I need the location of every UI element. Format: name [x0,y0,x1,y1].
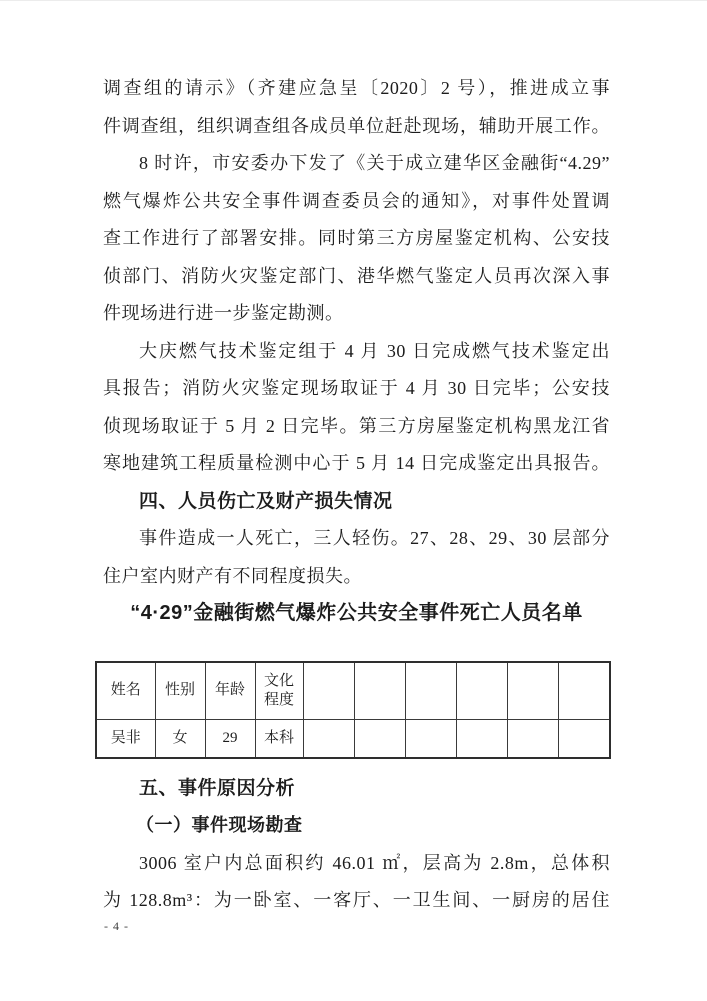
table-cell: 本科 [255,719,303,758]
paragraph-line: 侦部门、消防火灾鉴定部门、港华燃气鉴定人员再次深入事 [103,265,610,286]
paragraph-line: 3006 室户内总面积约 46.01 ㎡，层高为 2.8m，总体积 [139,852,610,873]
paragraph-line: 事件造成一人死亡，三人轻伤。27、28、29、30 层部分 [139,528,610,548]
section-heading-4: 四、人员伤亡及财产损失情况 [139,490,393,512]
paragraph [103,520,610,595]
table-cell [456,719,507,758]
table-header-cell [303,662,354,720]
table-header-cell: 年龄 [205,662,255,720]
page-number: - 4 - [104,919,129,933]
table-header-cell [405,662,456,720]
table-cell: 29 [205,719,255,758]
paragraph [103,333,610,483]
table-cell [354,719,405,758]
paragraph-line: 查工作进行了部署安排。同时第三方房屋鉴定机构、公安技 [103,228,610,248]
paragraph-line: 具报告；消防火灾鉴定现场取证于 4 月 30 日完毕；公安技 [103,378,610,398]
document-body [103,70,610,920]
paragraph-line: 大庆燃气技术鉴定组于 4 月 30 日完成燃气技术鉴定出 [139,340,610,361]
paragraph [103,145,610,333]
paragraph-line: 燃气爆炸公共安全事件调查委员会的通知》，对事件处置调 [103,190,610,211]
paragraph-line: 件调查组，组织调查组各成员单位赶赴现场，辅助开展工作。 [103,115,610,136]
table-row [96,719,610,758]
paragraph-line: 侦现场取证于 5 月 2 日完毕。第三方房屋鉴定机构黑龙江省 [103,415,610,436]
paragraph-line: 住户室内财产有不同程度损失。 [103,565,362,586]
casualty-table-title: “4·29”金融街燃气爆炸公共安全事件死亡人员名单 [130,602,583,624]
paragraph [103,70,610,145]
table-header-cell: 性别 [155,662,205,720]
paragraph-line: 件现场进行进一步鉴定勘测。 [103,303,344,323]
section-heading-5: 五、事件原因分析 [139,777,296,799]
table-header-cell: 文化程度 [255,662,303,720]
table-cell [405,719,456,758]
table-cell [558,719,610,758]
table-header-cell [507,662,558,720]
table-header-cell [558,662,610,720]
paragraph-line: 寒地建筑工程质量检测中心于 5 月 14 日完成鉴定出具报告。 [103,453,610,473]
subsection-heading: （一）事件现场勘查 [136,815,303,835]
table-cell [507,719,558,758]
table-cell: 吴非 [96,719,155,758]
paragraph-line: 调查组的请示》（齐建应急呈〔2020〕2 号），推进成立事 [103,78,610,98]
casualty-table [95,661,611,759]
table-header-cell [456,662,507,720]
paragraph [103,845,610,920]
table-header-cell: 姓名 [96,662,155,720]
table-cell: 女 [155,719,205,758]
paragraph-line: 8 时许，市安委办下发了《关于成立建华区金融街“4.29” [139,153,610,173]
table-header-row [96,662,610,720]
paragraph-line: 为 128.8m³：为一卧室、一客厅、一卫生间、一厨房的居住 [103,890,610,910]
table-cell [303,719,354,758]
table-header-cell [354,662,405,720]
